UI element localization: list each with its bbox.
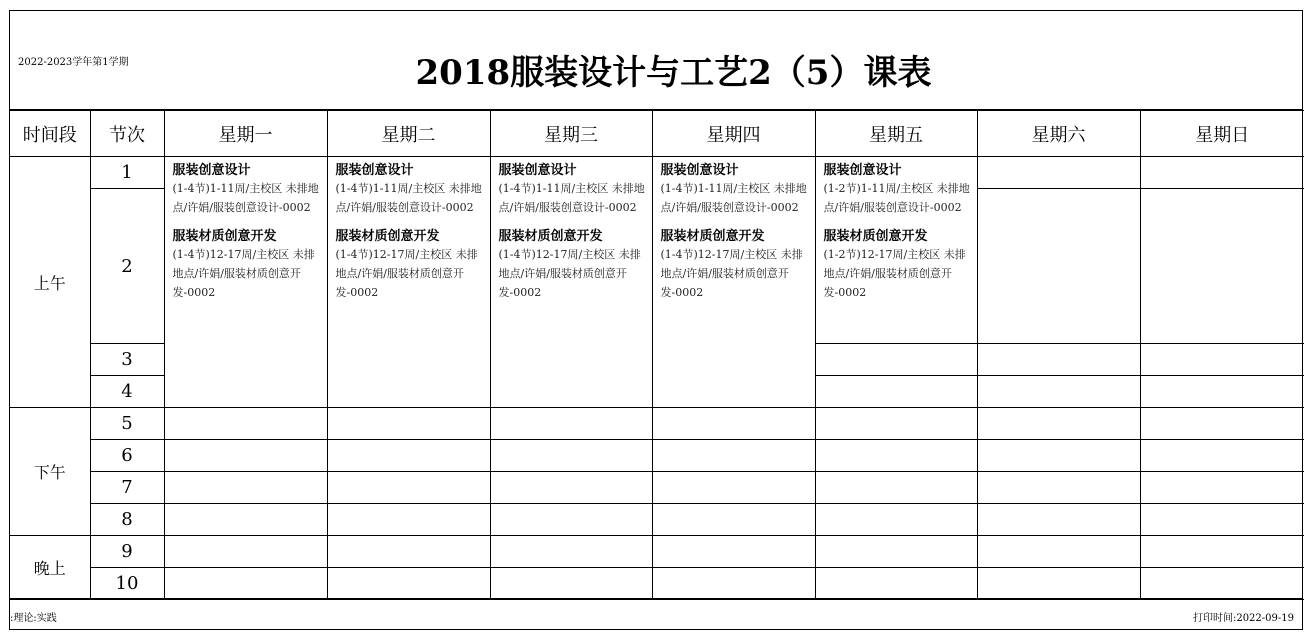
course-name: 服装创意设计: [498, 163, 577, 178]
empty-cell[interactable]: [327, 440, 490, 472]
empty-cell[interactable]: [1140, 504, 1304, 536]
empty-cell[interactable]: [815, 440, 977, 472]
empty-cell[interactable]: [977, 344, 1140, 376]
table-row: [10, 568, 1304, 600]
period-cell: 4: [90, 376, 164, 408]
empty-cell[interactable]: [977, 504, 1140, 536]
empty-cell[interactable]: [977, 472, 1140, 504]
column-header-tuesday: 星期二: [327, 111, 490, 157]
timetable-sheet: [9, 10, 1303, 630]
empty-cell[interactable]: [977, 157, 1140, 189]
empty-cell[interactable]: [164, 472, 327, 504]
empty-cell[interactable]: [815, 536, 977, 568]
empty-cell[interactable]: [815, 408, 977, 440]
course-block: [173, 229, 323, 302]
empty-cell[interactable]: [1140, 568, 1304, 600]
course-detail: (1-4节)1-11周/主校区 未排地点/许娟/服装创意设计-0002: [498, 182, 645, 214]
empty-cell[interactable]: [652, 440, 815, 472]
course-block: [499, 163, 648, 217]
empty-cell[interactable]: [1140, 408, 1304, 440]
course-detail: (1-4节)1-11周/主校区 未排地点/许娟/服装创意设计-0002: [660, 182, 807, 214]
table-row: [10, 408, 1304, 440]
empty-cell[interactable]: [490, 440, 652, 472]
slot-morning: 上午: [10, 157, 90, 408]
course-cell-thursday[interactable]: [652, 157, 815, 408]
empty-cell[interactable]: [977, 568, 1140, 600]
empty-cell[interactable]: [490, 472, 652, 504]
period-cell: 6: [90, 440, 164, 472]
empty-cell[interactable]: [815, 344, 977, 376]
course-name: 服装材质创意开发: [498, 229, 603, 244]
empty-cell[interactable]: [490, 536, 652, 568]
empty-cell[interactable]: [327, 504, 490, 536]
empty-cell[interactable]: [1140, 472, 1304, 504]
course-cell-friday[interactable]: [815, 157, 977, 344]
empty-cell[interactable]: [815, 376, 977, 408]
empty-cell[interactable]: [327, 408, 490, 440]
empty-cell[interactable]: [977, 536, 1140, 568]
empty-cell[interactable]: [1140, 440, 1304, 472]
page-title: 2018服装设计与工艺2（5）课表: [415, 53, 932, 93]
period-cell: 1: [90, 157, 164, 189]
empty-cell[interactable]: [164, 504, 327, 536]
period-cell: 2: [90, 189, 164, 344]
header-row: [10, 111, 1304, 157]
timetable: [10, 110, 1304, 600]
empty-cell[interactable]: [977, 408, 1140, 440]
print-time: 打印时间:2022-09-19: [1192, 613, 1294, 624]
course-block: [661, 163, 811, 217]
column-header-friday: 星期五: [815, 111, 977, 157]
course-cell-monday[interactable]: [164, 157, 327, 408]
period-cell: 3: [90, 344, 164, 376]
empty-cell[interactable]: [490, 568, 652, 600]
course-name: 服装材质创意开发: [660, 229, 765, 244]
course-block: [336, 229, 486, 302]
course-name: 服装创意设计: [823, 163, 902, 178]
course-name: 服装创意设计: [660, 163, 739, 178]
table-row: [10, 536, 1304, 568]
empty-cell[interactable]: [1140, 189, 1304, 344]
course-name: 服装材质创意开发: [172, 229, 277, 244]
empty-cell[interactable]: [652, 536, 815, 568]
course-detail: (1-4节)12-17周/主校区 未排地点/许娟/服装材质创意开发-0002: [335, 248, 478, 299]
course-block: [499, 229, 648, 302]
course-block: [173, 163, 323, 217]
empty-cell[interactable]: [652, 408, 815, 440]
table-row: [10, 472, 1304, 504]
column-header-monday: 星期一: [164, 111, 327, 157]
empty-cell[interactable]: [164, 536, 327, 568]
empty-cell[interactable]: [1140, 536, 1304, 568]
empty-cell[interactable]: [652, 568, 815, 600]
column-header-sunday: 星期日: [1140, 111, 1304, 157]
column-header-wednesday: 星期三: [490, 111, 652, 157]
empty-cell[interactable]: [1140, 376, 1304, 408]
course-detail: (1-4节)1-11周/主校区 未排地点/许娟/服装创意设计-0002: [335, 182, 482, 214]
empty-cell[interactable]: [327, 536, 490, 568]
table-row: [10, 440, 1304, 472]
empty-cell[interactable]: [164, 440, 327, 472]
course-block: [661, 229, 811, 302]
footer-legend: :理论:实践: [10, 613, 57, 624]
course-name: 服装创意设计: [335, 163, 414, 178]
period-cell: 9: [90, 536, 164, 568]
slot-afternoon: 下午: [10, 408, 90, 536]
column-header-period: 节次: [90, 111, 164, 157]
empty-cell[interactable]: [977, 440, 1140, 472]
course-block: [336, 163, 486, 217]
column-header-thursday: 星期四: [652, 111, 815, 157]
empty-cell[interactable]: [652, 504, 815, 536]
table-row: [10, 504, 1304, 536]
course-detail: (1-4节)12-17周/主校区 未排地点/许娟/服装材质创意开发-0002: [498, 248, 641, 299]
empty-cell[interactable]: [327, 568, 490, 600]
empty-cell[interactable]: [652, 472, 815, 504]
empty-cell[interactable]: [815, 504, 977, 536]
term-label: 2022-2023学年第1学期: [18, 57, 129, 68]
course-name: 服装材质创意开发: [335, 229, 440, 244]
slot-evening: 晚上: [10, 536, 90, 600]
course-name: 服装材质创意开发: [823, 229, 928, 244]
empty-cell[interactable]: [164, 408, 327, 440]
course-cell-tuesday[interactable]: [327, 157, 490, 408]
empty-cell[interactable]: [327, 472, 490, 504]
empty-cell[interactable]: [815, 472, 977, 504]
course-detail: (1-2节)12-17周/主校区 未排地点/许娟/服装材质创意开发-0002: [823, 248, 966, 299]
empty-cell[interactable]: [1140, 157, 1304, 189]
course-name: 服装创意设计: [172, 163, 251, 178]
course-cell-wednesday[interactable]: [490, 157, 652, 408]
empty-cell[interactable]: [1140, 344, 1304, 376]
period-cell: 7: [90, 472, 164, 504]
empty-cell[interactable]: [815, 568, 977, 600]
course-block: [824, 163, 973, 217]
course-detail: (1-4节)12-17周/主校区 未排地点/许娟/服装材质创意开发-0002: [660, 248, 803, 299]
course-detail: (1-4节)12-17周/主校区 未排地点/许娟/服装材质创意开发-0002: [172, 248, 315, 299]
column-header-saturday: 星期六: [977, 111, 1140, 157]
table-row: [10, 157, 1304, 189]
footer: [10, 598, 1302, 631]
title-bar: [10, 11, 1302, 110]
empty-cell[interactable]: [977, 376, 1140, 408]
empty-cell[interactable]: [164, 568, 327, 600]
course-detail: (1-4节)1-11周/主校区 未排地点/许娟/服装创意设计-0002: [172, 182, 319, 214]
period-cell: 8: [90, 504, 164, 536]
course-block: [824, 229, 973, 302]
empty-cell[interactable]: [490, 408, 652, 440]
empty-cell[interactable]: [490, 504, 652, 536]
course-detail: (1-2节)1-11周/主校区 未排地点/许娟/服装创意设计-0002: [823, 182, 970, 214]
column-header-time-slot: 时间段: [10, 111, 90, 157]
empty-cell[interactable]: [977, 189, 1140, 344]
period-cell: 5: [90, 408, 164, 440]
period-cell: 10: [90, 568, 164, 600]
